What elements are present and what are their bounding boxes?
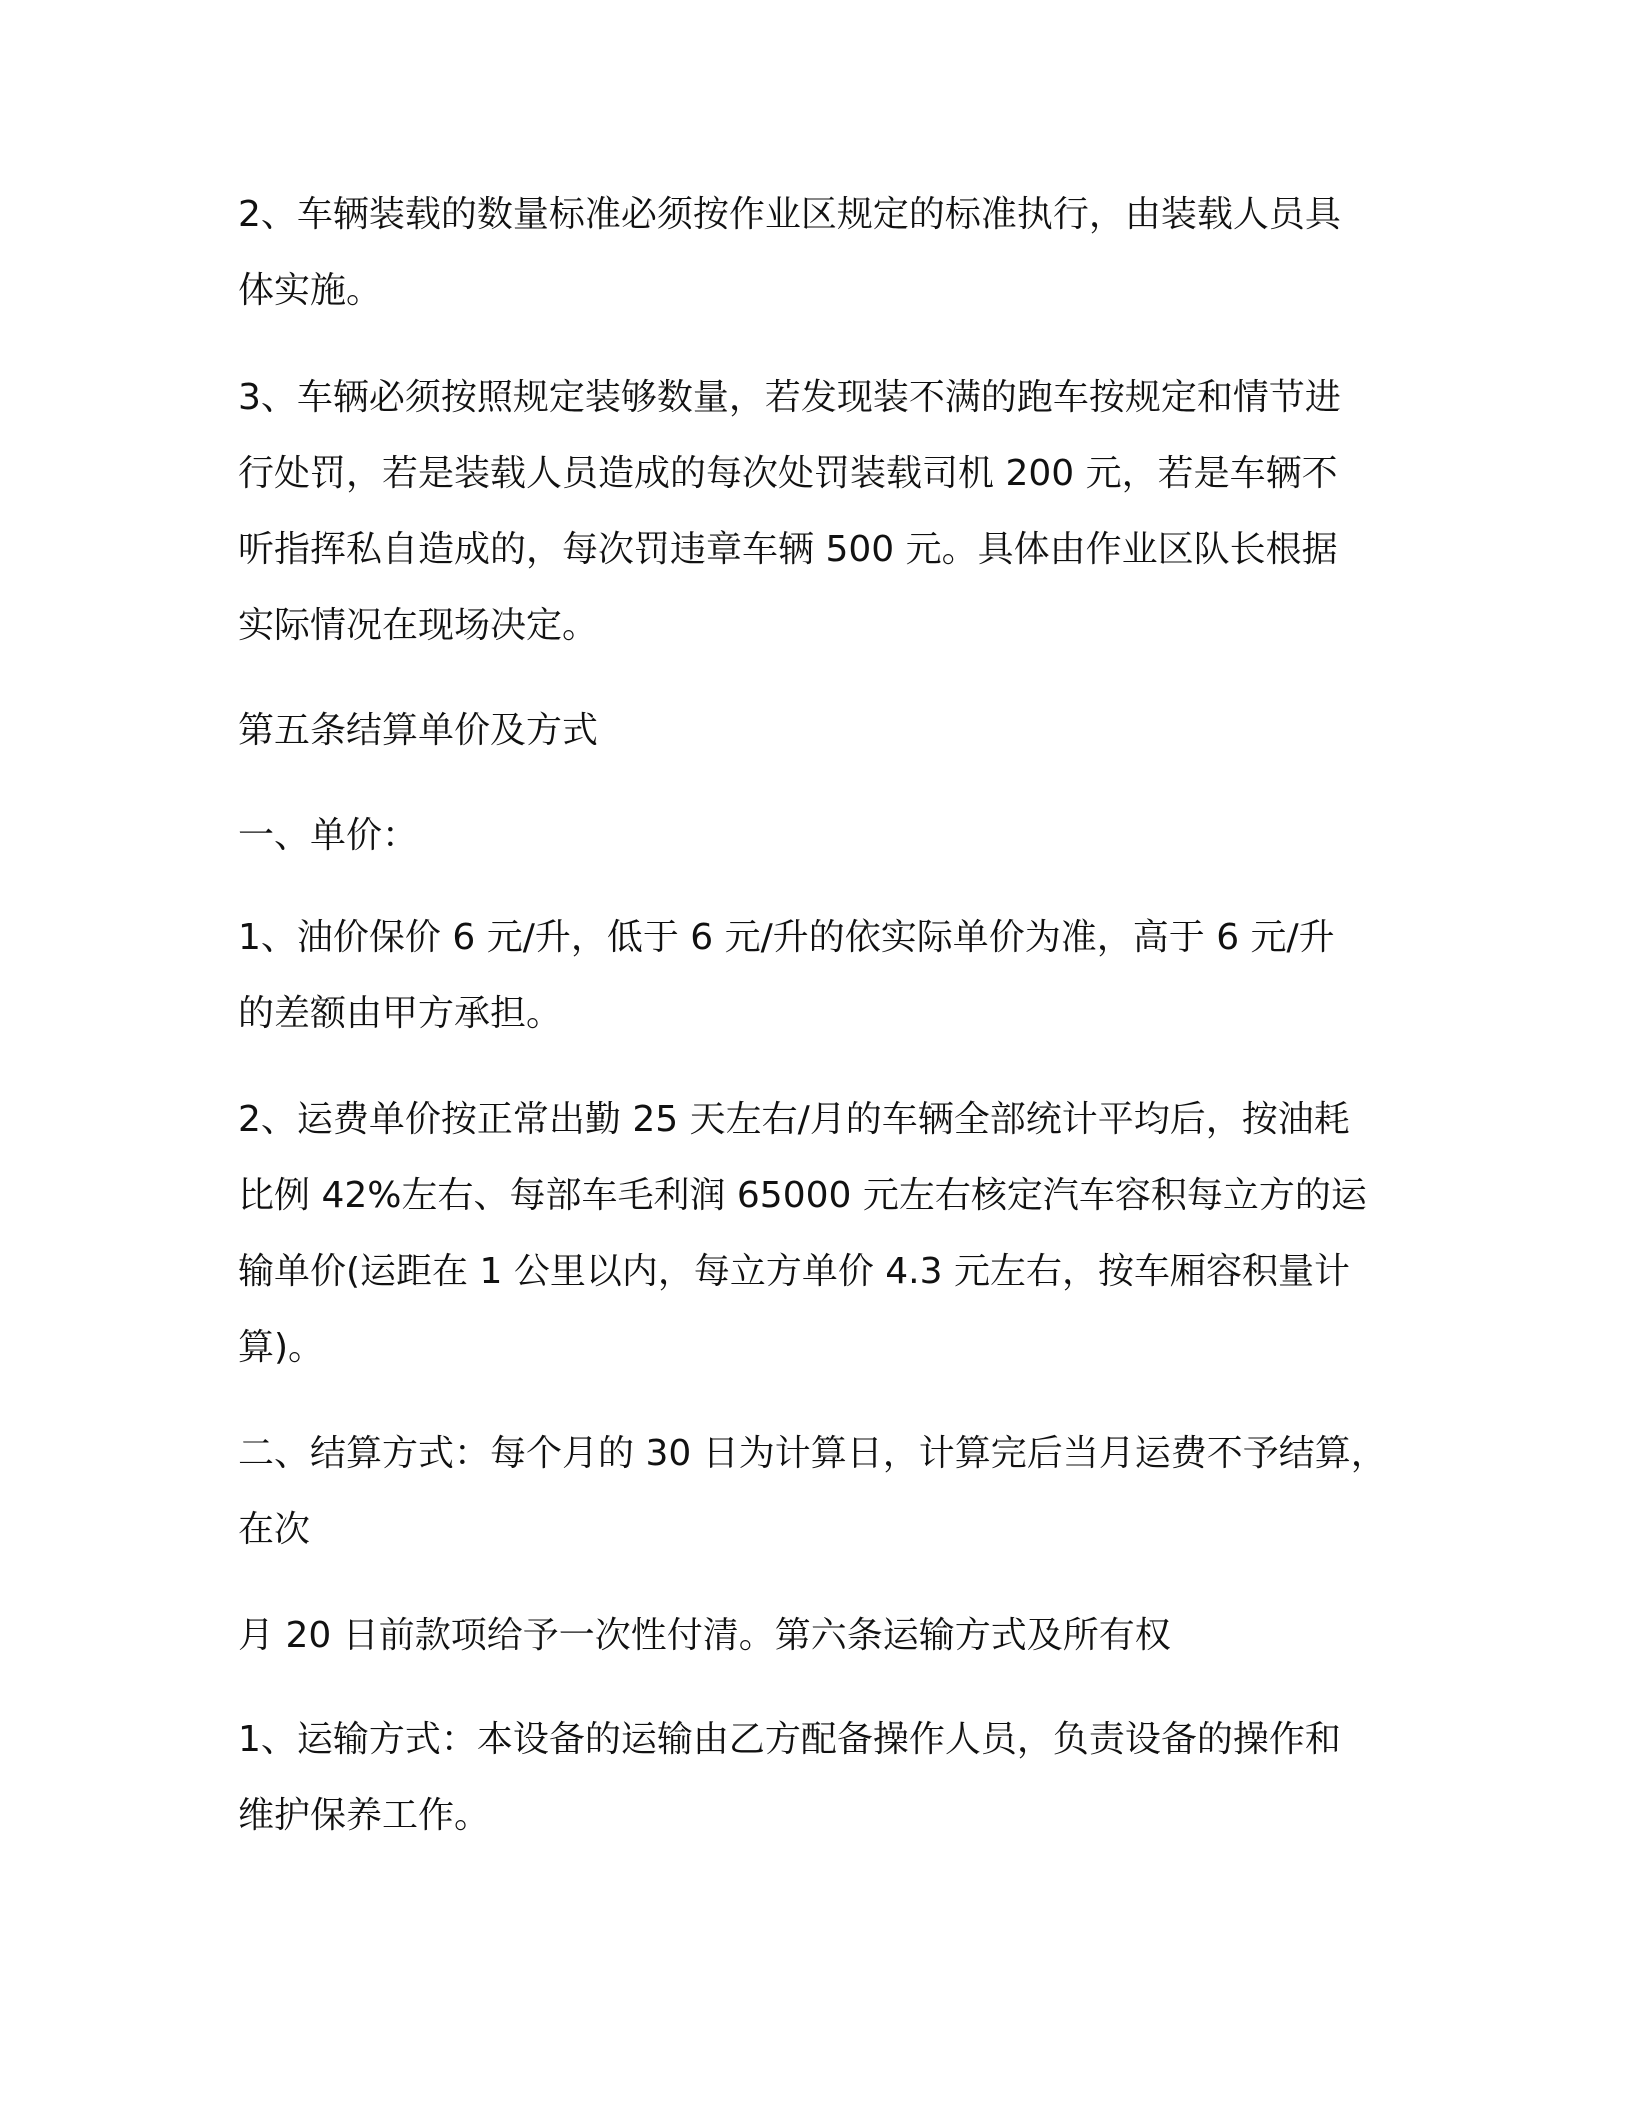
text-line: 1、油价保价 6 元/升，低于 6 元/升的依实际单价为准，高于 6 元/升 [238,917,1335,958]
text-line: 2、运费单价按正常出勤 25 天左右/月的车辆全部统计平均后，按油耗 [238,1099,1350,1140]
paragraph-payment-and-article-6 [238,1598,1418,1674]
text-line: 听指挥私自造成的，每次罚违章车辆 500 元。具体由作业区队长根据 [238,529,1338,570]
text-line: 比例 42%左右、每部车毛利润 65000 元左右核定汽车容积每立方的运 [238,1175,1367,1216]
text-line: 3、车辆必须按照规定装够数量，若发现装不满的跑车按规定和情节进 [238,377,1341,418]
text-line: 维护保养工作。 [238,1795,491,1836]
text-line: 输单价(运距在 1 公里以内，每立方单价 4.3 元左右，按车厢容积量计 [238,1251,1350,1292]
text-line: 第五条结算单价及方式 [238,710,599,751]
paragraph-freight-unit-price [238,1082,1418,1386]
text-line: 1、运输方式：本设备的运输由乙方配备操作人员，负责设备的操作和 [238,1719,1341,1760]
paragraph-transport-method [238,1702,1418,1854]
paragraph-vehicle-load-penalty [238,360,1418,664]
text-line: 一、单价： [238,815,419,856]
paragraph-vehicle-loading-standard [238,177,1418,329]
text-line: 体实施。 [238,270,383,311]
text-line: 月 20 日前款项给予一次性付清。第六条运输方式及所有权 [238,1615,1171,1656]
text-line: 行处罚，若是装载人员造成的每次处罚装载司机 200 元，若是车辆不 [238,453,1338,494]
text-line: 的差额由甲方承担。 [238,993,563,1034]
paragraph-oil-price [238,900,1418,1052]
text-line: 算)。 [238,1327,325,1368]
text-line: 二、结算方式：每个月的 30 日为计算日，计算完后当月运费不予结算， [238,1433,1387,1474]
unit-price-heading [238,798,1418,874]
paragraph-settlement-method [238,1416,1418,1568]
text-line: 在次 [238,1509,311,1550]
text-line: 实际情况在现场决定。 [238,605,599,646]
text-line: 2、车辆装载的数量标准必须按作业区规定的标准执行，由装载人员具 [238,194,1341,235]
article-5-heading [238,693,1418,769]
